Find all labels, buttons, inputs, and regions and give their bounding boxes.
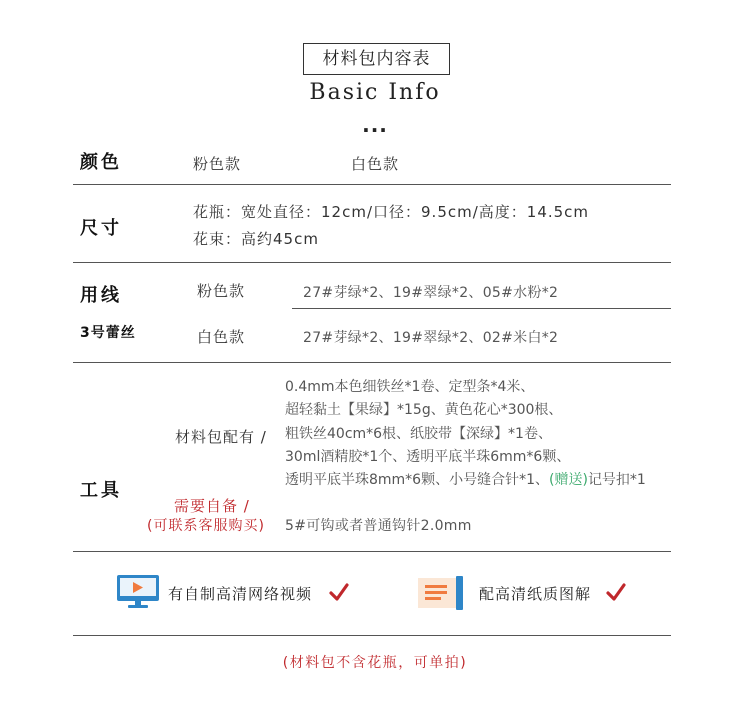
tools-item-text: 记号扣*1 (587, 472, 646, 489)
tools-included-label: 材料包配有 / (175, 428, 267, 446)
page-title: 材料包内容表 (303, 43, 450, 75)
bouquet-size-line (193, 228, 319, 249)
size-label: 尺寸 (80, 218, 122, 239)
thread-white-label: 白色款 (197, 328, 246, 346)
tools-required-note: (可联系客服购买) (147, 518, 265, 534)
bouquet-value: 高约45cm (241, 230, 319, 248)
thread-pink-label: 粉色款 (197, 282, 246, 300)
divider (73, 362, 671, 363)
tools-item-text: 透明平底半珠8mm*6颗、小号缝合针*1、 (285, 472, 549, 489)
divider (73, 262, 671, 263)
color-option-white: 白色款 (351, 155, 400, 173)
dots-ornament: ... (362, 113, 388, 137)
tools-required-value: 5#可钩或者普通钩针2.0mm (285, 518, 472, 534)
tools-label: 工具 (80, 480, 122, 501)
thread-label: 用线 (80, 285, 122, 306)
thread-white-value: 27#芽绿*2、19#翠绿*2、02#米白*2 (303, 330, 559, 346)
color-label: 颜色 (80, 152, 122, 173)
divider (73, 551, 671, 552)
check-icon (606, 582, 626, 606)
paper-document-icon (417, 576, 465, 610)
thread-sublabel: 3号蕾丝 (80, 325, 136, 341)
page-subtitle: Basic Info (309, 80, 441, 105)
tools-item-line: 超轻黏土【果绿】*15g、黄色花心*300根、 (285, 402, 563, 419)
tools-item-line (285, 469, 646, 492)
divider (73, 635, 671, 636)
tools-included-list (285, 376, 646, 492)
footer-note: (材料包不含花瓶，可单拍) (282, 655, 468, 671)
tools-item-line: 30ml酒精胶*1个、透明平底半珠6mm*6颗、 (285, 448, 571, 465)
thread-pink-value: 27#芽绿*2、19#翠绿*2、05#水粉*2 (303, 285, 559, 301)
tools-item-line: 0.4mm本色细铁丝*1卷、定型条*4米、 (285, 379, 535, 395)
gift-tag: (赠送) (549, 472, 588, 489)
video-feature-label: 有自制高清网络视频 (168, 585, 313, 603)
tools-required-label: 需要自备 / (174, 497, 250, 515)
tools-item-line: 粗铁丝40cm*6根、纸胶带【深绿】*1卷、 (285, 425, 552, 442)
bouquet-prefix: 花束： (193, 230, 242, 248)
color-option-pink: 粉色款 (193, 155, 242, 173)
divider (292, 308, 671, 309)
vase-size-line (193, 201, 589, 222)
check-icon (329, 582, 349, 606)
divider (73, 184, 671, 185)
vase-prefix: 花瓶： (193, 203, 242, 221)
video-monitor-icon (116, 574, 160, 610)
paper-feature-label: 配高清纸质图解 (479, 585, 592, 603)
vase-value: 宽处直径：12cm/口径：9.5cm/高度：14.5cm (241, 203, 590, 221)
